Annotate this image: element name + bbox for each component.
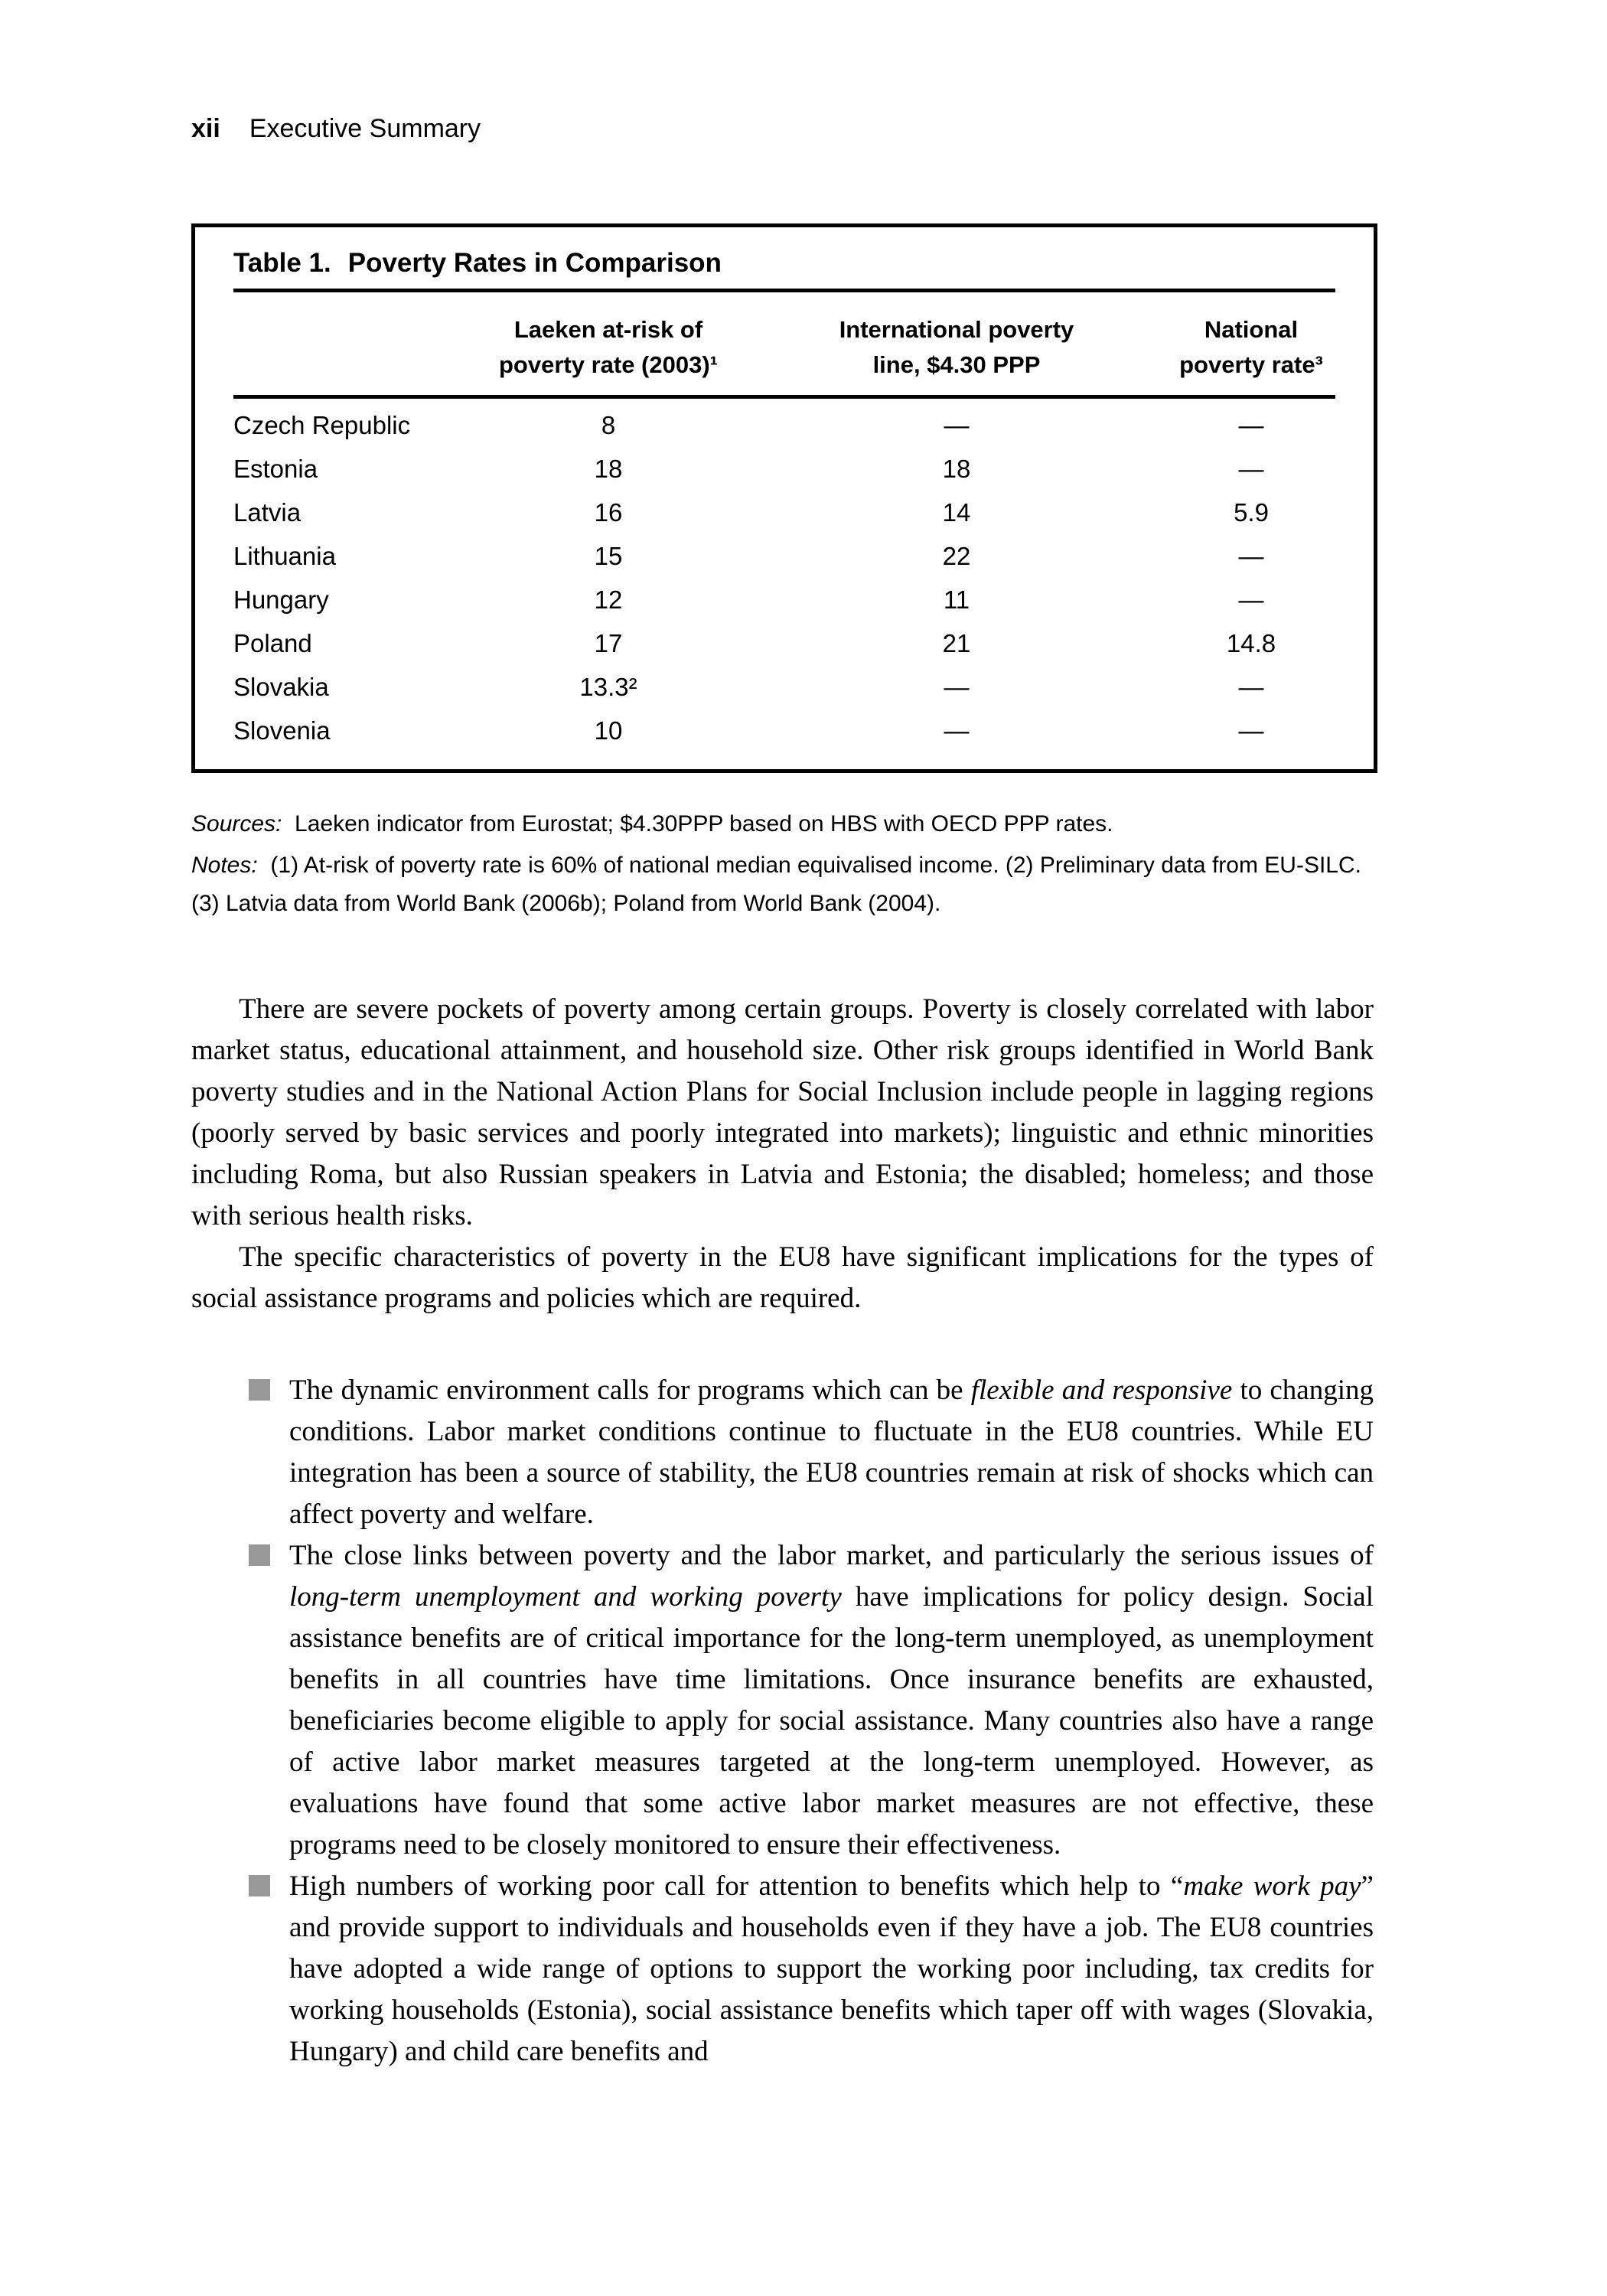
table-sources: Sources: Laeken indicator from Eurostat; $4.30PPP based on HBS with OECD PPP rates. xyxy=(191,811,1113,837)
cell-laeken: 10 xyxy=(594,716,623,745)
cell-international: — xyxy=(944,716,970,745)
bullet-item-2 xyxy=(191,1535,1374,1866)
cell-country: Lithuania xyxy=(233,542,336,570)
table-row xyxy=(233,534,1335,578)
cell-country: Poland xyxy=(233,629,312,657)
column-header-international: International poverty line, $4.30 PPP xyxy=(839,316,1074,378)
cell-country: Czech Republic xyxy=(233,411,411,439)
bullet-text: The dynamic environment calls for programs which can be flexible and responsive to changing conditions. Labor market conditions continue to fluctuate in the EU8 countries. While EU integration has been a source of stability, the EU8 countries remain at risk of shocks which can affect poverty and welfare. xyxy=(289,1375,1374,1530)
table-title xyxy=(233,247,1335,279)
cell-laeken: 12 xyxy=(594,585,623,614)
cell-international: 11 xyxy=(943,585,970,614)
running-head xyxy=(191,113,481,144)
cell-country: Slovenia xyxy=(233,716,331,745)
square-bullet-icon xyxy=(249,1379,270,1401)
bullet-text: High numbers of working poor call for attention to benefits which help to “make work pay” and provide support to individuals and households even if they have a job. The EU8 countries have adopted a wide range of options to support the working poor including, tax credits for working households (Estonia), social assistance benefits which taper off with wages (Slovakia, Hungary) and child care benefits and xyxy=(289,1870,1374,2067)
section-title: Executive Summary xyxy=(249,114,481,143)
column-header-country xyxy=(233,312,463,383)
table-row xyxy=(233,665,1335,709)
cell-international: — xyxy=(944,411,970,439)
paragraph-1: There are severe pockets of poverty among certain groups. Poverty is closely correlated with labor market status, educational attainment, and household size. Other risk groups identified in World Bank poverty studies and in the National Action Plans for Social Inclusion include people in lagging regions (poorly served by basic services and poorly integrated into markets); linguistic and ethnic minorities including Roma, but also Russian speakers in Latvia and Estonia; the disabled; homeless; and those with serious health risks. xyxy=(191,993,1374,1231)
body-text xyxy=(191,989,1374,2073)
table-title-text: Poverty Rates in Comparison xyxy=(347,248,722,278)
table-row xyxy=(233,621,1335,665)
table-title-label: Table 1. xyxy=(233,248,331,278)
bullet-text: The close links between poverty and the labor market, and particularly the serious issues of long-term unemployment and working poverty have implications for policy design. Social assistance benefits are of critical importance for the long-term unemployed, as unemployment benefits in all countries have time limitations. Once insurance benefits are exhausted, beneficiaries become eligible to apply for social assistance. Many countries also have a range of active labor market measures targeted at the long-term unemployed. However, as evaluations have found that some active labor market measures are not effective, these programs need to be closely monitored to ensure their effectiveness. xyxy=(289,1540,1374,1861)
square-bullet-icon xyxy=(249,1875,270,1896)
bullet-item-1 xyxy=(191,1370,1374,1535)
cell-laeken: 17 xyxy=(594,629,623,657)
table-row xyxy=(233,578,1335,621)
cell-country: Slovakia xyxy=(233,673,329,701)
cell-laeken: 16 xyxy=(594,498,623,527)
cell-international: 18 xyxy=(942,455,971,483)
table-row xyxy=(233,491,1335,534)
cell-national: 5.9 xyxy=(1234,498,1269,527)
table-notes-block xyxy=(191,805,1377,926)
cell-national: — xyxy=(1238,411,1264,439)
cell-national: — xyxy=(1238,673,1264,701)
cell-national: — xyxy=(1238,716,1264,745)
cell-national: — xyxy=(1238,585,1264,614)
cell-country: Estonia xyxy=(233,455,318,483)
cell-national: — xyxy=(1238,455,1264,483)
table-1-box xyxy=(191,223,1377,773)
cell-international: 22 xyxy=(942,542,971,570)
header-rule xyxy=(233,395,1335,399)
cell-country: Hungary xyxy=(233,585,329,614)
table-notes: Notes: (1) At-risk of poverty rate is 60% of national median equivalised income. (2) Preliminary data from EU-SILC. (3) Latvia data from World Bank (2006b); Poland from World Bank (2004). xyxy=(191,853,1368,916)
cell-laeken: 15 xyxy=(594,542,623,570)
cell-laeken: 13.3² xyxy=(579,673,637,701)
cell-international: 14 xyxy=(942,498,971,527)
cell-international: — xyxy=(944,673,970,701)
table-row xyxy=(233,403,1335,447)
cell-national: — xyxy=(1238,542,1264,570)
square-bullet-icon xyxy=(249,1544,270,1566)
table-body xyxy=(233,403,1335,752)
bullet-list xyxy=(191,1370,1374,2073)
bullet-item-3 xyxy=(191,1866,1374,2073)
table-header-row xyxy=(233,312,1335,383)
cell-national: 14.8 xyxy=(1226,629,1276,657)
cell-laeken: 8 xyxy=(601,411,616,439)
title-rule xyxy=(233,289,1335,292)
cell-laeken: 18 xyxy=(594,455,623,483)
table-row xyxy=(233,709,1335,752)
column-header-laeken: Laeken at-risk of poverty rate (2003)¹ xyxy=(498,316,718,378)
cell-international: 21 xyxy=(942,629,971,657)
page-number: xii xyxy=(191,114,220,143)
paragraph-2: The specific characteristics of poverty in the EU8 have significant implications for the types of social assistance programs and policies which are required. xyxy=(191,1241,1374,1314)
table-row xyxy=(233,447,1335,491)
cell-country: Latvia xyxy=(233,498,302,527)
column-header-national: National poverty rate³ xyxy=(1179,316,1323,378)
